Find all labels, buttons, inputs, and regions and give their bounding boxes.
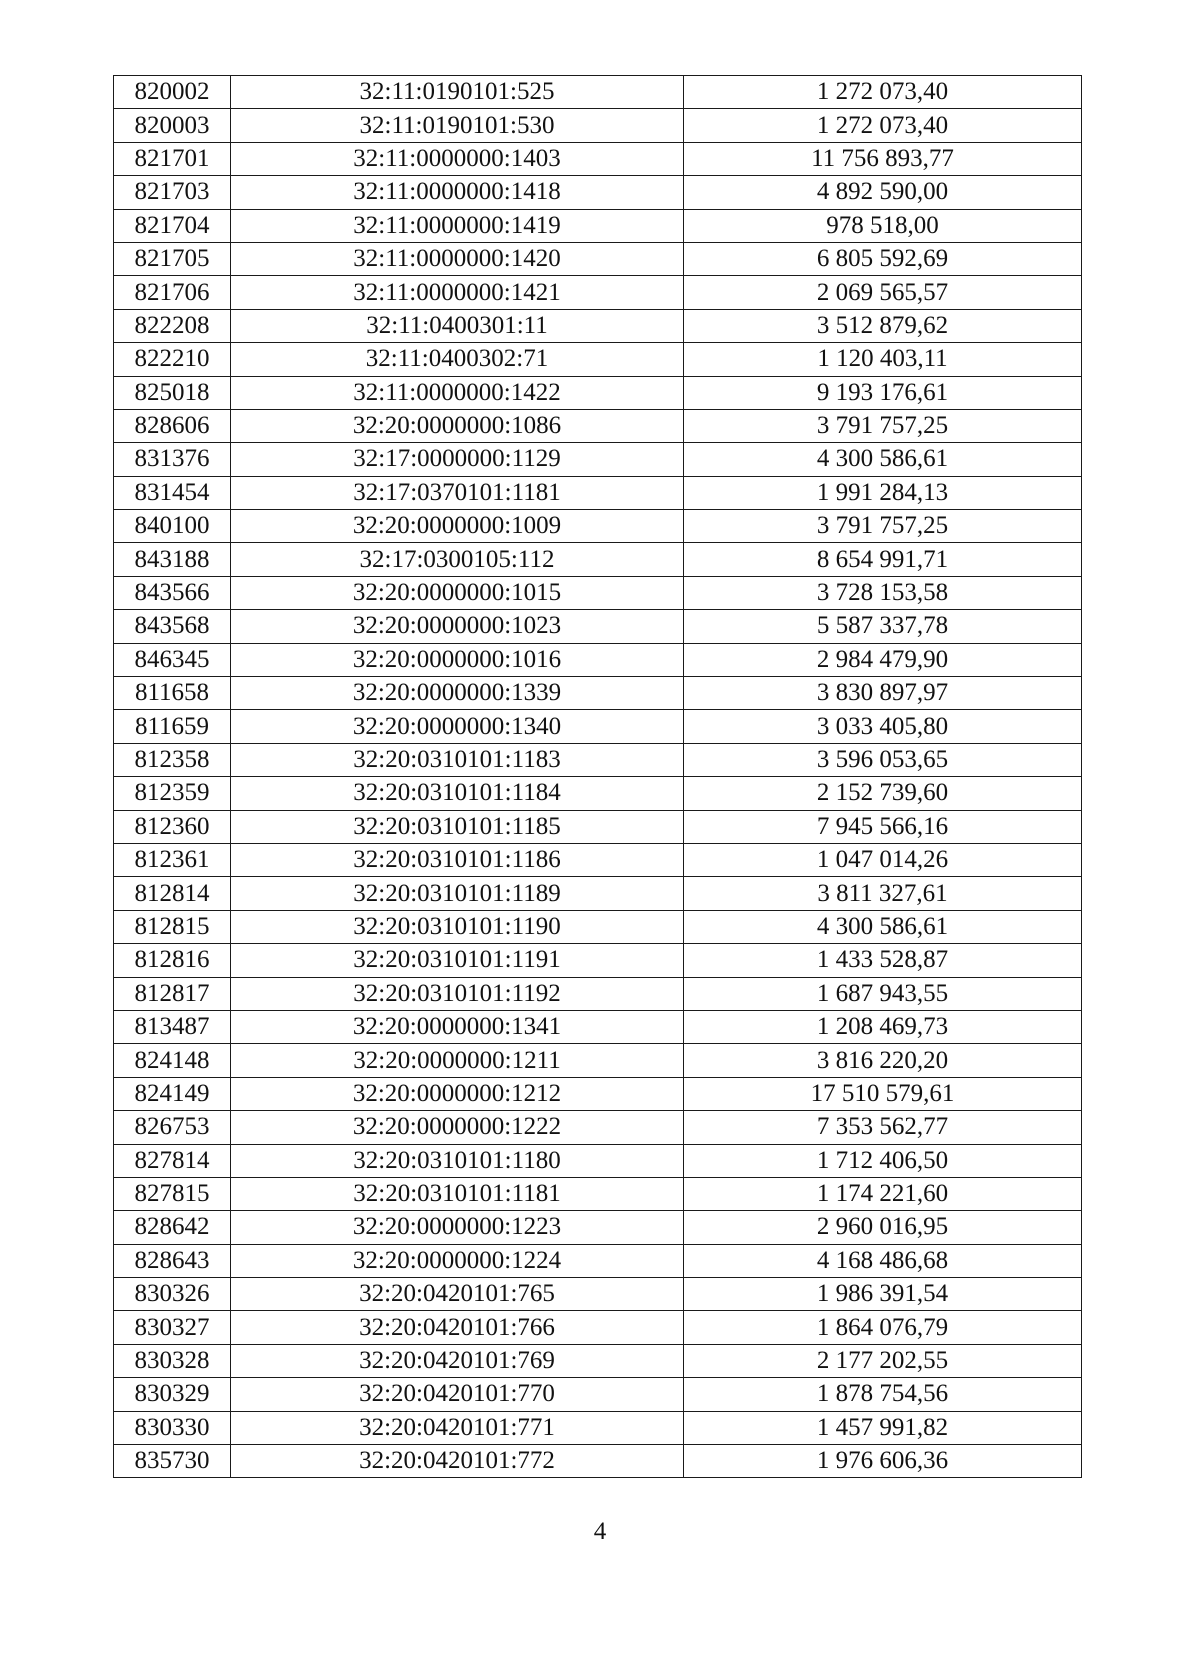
cadastral-number-cell: 32:20:0310101:1186 [231,843,684,876]
cadastral-number-cell: 32:11:0000000:1403 [231,142,684,175]
cadastral-value-cell: 11 756 893,77 [684,142,1082,175]
object-id-cell: 824148 [114,1044,231,1077]
table-row [114,944,1082,977]
table-row [114,643,1082,676]
cadastral-value-cell: 2 984 479,90 [684,643,1082,676]
object-id-cell: 821706 [114,276,231,309]
object-id-cell: 831454 [114,476,231,509]
cadastral-number-cell: 32:20:0310101:1183 [231,743,684,776]
object-id-cell: 821703 [114,176,231,209]
cadastral-value-cell: 6 805 592,69 [684,242,1082,275]
table-row [114,1177,1082,1210]
cadastral-number-cell: 32:20:0420101:766 [231,1311,684,1344]
cadastral-value-cell: 1 712 406,50 [684,1144,1082,1177]
cadastral-number-cell: 32:20:0000000:1224 [231,1244,684,1277]
cadastral-value-cell: 1 864 076,79 [684,1311,1082,1344]
cadastral-value-cell: 3 033 405,80 [684,710,1082,743]
object-id-cell: 820003 [114,109,231,142]
table-row [114,242,1082,275]
table-row [114,1044,1082,1077]
cadastral-value-cell: 3 512 879,62 [684,309,1082,342]
cadastral-number-cell: 32:11:0400301:11 [231,309,684,342]
object-id-cell: 812816 [114,944,231,977]
table-row [114,1344,1082,1377]
table-row [114,443,1082,476]
cadastral-value-cell: 1 433 528,87 [684,944,1082,977]
page-number: 4 [593,1518,607,1545]
object-id-cell: 835730 [114,1445,231,1478]
cadastral-value-cell: 4 892 590,00 [684,176,1082,209]
cadastral-number-cell: 32:20:0000000:1016 [231,643,684,676]
cadastral-number-cell: 32:11:0000000:1422 [231,376,684,409]
cadastral-value-cell: 7 945 566,16 [684,810,1082,843]
object-id-cell: 826753 [114,1111,231,1144]
object-id-cell: 830329 [114,1378,231,1411]
object-id-cell: 824149 [114,1077,231,1110]
cadastral-number-cell: 32:17:0300105:112 [231,543,684,576]
cadastral-value-cell: 8 654 991,71 [684,543,1082,576]
object-id-cell: 821701 [114,142,231,175]
table-row [114,977,1082,1010]
table-row [114,910,1082,943]
table-row [114,209,1082,242]
object-id-cell: 846345 [114,643,231,676]
cadastral-value-cell: 2 152 739,60 [684,777,1082,810]
object-id-cell: 812360 [114,810,231,843]
cadastral-value-cell: 4 300 586,61 [684,910,1082,943]
table-row [114,1411,1082,1444]
object-id-cell: 843188 [114,543,231,576]
table-row [114,409,1082,442]
cadastral-number-cell: 32:20:0420101:772 [231,1445,684,1478]
cadastral-value-cell: 1 174 221,60 [684,1177,1082,1210]
object-id-cell: 821705 [114,242,231,275]
cadastral-value-cell: 4 300 586,61 [684,443,1082,476]
cadastral-number-cell: 32:20:0310101:1192 [231,977,684,1010]
table-row [114,677,1082,710]
cadastral-value-cell: 3 830 897,97 [684,677,1082,710]
cadastral-number-cell: 32:20:0000000:1339 [231,677,684,710]
table-row [114,309,1082,342]
object-id-cell: 825018 [114,376,231,409]
object-id-cell: 812817 [114,977,231,1010]
object-id-cell: 830327 [114,1311,231,1344]
cadastral-value-table [113,75,1082,1478]
table-row [114,843,1082,876]
cadastral-number-cell: 32:20:0310101:1189 [231,877,684,910]
cadastral-value-cell: 3 728 153,58 [684,576,1082,609]
table-row [114,109,1082,142]
cadastral-number-cell: 32:20:0310101:1184 [231,777,684,810]
table-row [114,1111,1082,1144]
table-row [114,543,1082,576]
cadastral-value-cell: 2 960 016,95 [684,1211,1082,1244]
cadastral-value-cell: 3 811 327,61 [684,877,1082,910]
table-row [114,1278,1082,1311]
cadastral-number-cell: 32:20:0000000:1009 [231,510,684,543]
object-id-cell: 828606 [114,409,231,442]
cadastral-value-cell: 3 791 757,25 [684,510,1082,543]
object-id-cell: 822210 [114,343,231,376]
cadastral-value-cell: 9 193 176,61 [684,376,1082,409]
cadastral-number-cell: 32:11:0400302:71 [231,343,684,376]
cadastral-number-cell: 32:17:0370101:1181 [231,476,684,509]
object-id-cell: 827815 [114,1177,231,1210]
cadastral-value-cell: 1 878 754,56 [684,1378,1082,1411]
object-id-cell: 830328 [114,1344,231,1377]
table-row [114,376,1082,409]
object-id-cell: 812814 [114,877,231,910]
table-row [114,576,1082,609]
cadastral-number-cell: 32:20:0420101:765 [231,1278,684,1311]
table-row [114,142,1082,175]
cadastral-value-cell: 3 791 757,25 [684,409,1082,442]
cadastral-value-cell: 17 510 579,61 [684,1077,1082,1110]
object-id-cell: 812815 [114,910,231,943]
table-row [114,877,1082,910]
cadastral-number-cell: 32:20:0000000:1212 [231,1077,684,1110]
cadastral-value-cell: 7 353 562,77 [684,1111,1082,1144]
cadastral-number-cell: 32:20:0000000:1340 [231,710,684,743]
object-id-cell: 813487 [114,1010,231,1043]
cadastral-value-cell: 1 687 943,55 [684,977,1082,1010]
cadastral-number-cell: 32:11:0000000:1418 [231,176,684,209]
cadastral-number-cell: 32:17:0000000:1129 [231,443,684,476]
cadastral-number-cell: 32:20:0310101:1185 [231,810,684,843]
cadastral-number-cell: 32:20:0000000:1211 [231,1044,684,1077]
object-id-cell: 828643 [114,1244,231,1277]
cadastral-number-cell: 32:11:0000000:1419 [231,209,684,242]
cadastral-number-cell: 32:20:0310101:1181 [231,1177,684,1210]
cadastral-number-cell: 32:20:0420101:770 [231,1378,684,1411]
object-id-cell: 822208 [114,309,231,342]
cadastral-value-cell: 1 991 284,13 [684,476,1082,509]
cadastral-value-cell: 4 168 486,68 [684,1244,1082,1277]
cadastral-value-cell: 1 457 991,82 [684,1411,1082,1444]
table-row [114,343,1082,376]
cadastral-value-cell: 1 986 391,54 [684,1278,1082,1311]
table-row [114,777,1082,810]
cadastral-number-cell: 32:20:0000000:1222 [231,1111,684,1144]
table-row [114,176,1082,209]
object-id-cell: 812359 [114,777,231,810]
cadastral-number-cell: 32:20:0000000:1015 [231,576,684,609]
table-row [114,1445,1082,1478]
object-id-cell: 831376 [114,443,231,476]
table-row [114,710,1082,743]
cadastral-number-cell: 32:20:0000000:1223 [231,1211,684,1244]
object-id-cell: 827814 [114,1144,231,1177]
object-id-cell: 811658 [114,677,231,710]
cadastral-value-cell: 2 177 202,55 [684,1344,1082,1377]
object-id-cell: 828642 [114,1211,231,1244]
table-row [114,1077,1082,1110]
cadastral-number-cell: 32:11:0000000:1421 [231,276,684,309]
object-id-cell: 820002 [114,76,231,109]
table-row [114,276,1082,309]
table-row [114,510,1082,543]
table-row [114,1211,1082,1244]
cadastral-number-cell: 32:20:0000000:1341 [231,1010,684,1043]
cadastral-value-cell: 1 272 073,40 [684,76,1082,109]
table-row [114,1378,1082,1411]
table-row [114,1244,1082,1277]
cadastral-number-cell: 32:20:0310101:1180 [231,1144,684,1177]
cadastral-value-cell: 1 208 469,73 [684,1010,1082,1043]
table-body [114,76,1082,1478]
cadastral-number-cell: 32:11:0190101:530 [231,109,684,142]
table-row [114,476,1082,509]
cadastral-value-cell: 2 069 565,57 [684,276,1082,309]
cadastral-number-cell: 32:11:0000000:1420 [231,242,684,275]
object-id-cell: 840100 [114,510,231,543]
table-row [114,610,1082,643]
cadastral-value-cell: 1 120 403,11 [684,343,1082,376]
cadastral-number-cell: 32:11:0190101:525 [231,76,684,109]
object-id-cell: 830330 [114,1411,231,1444]
table-row [114,76,1082,109]
table-row [114,1010,1082,1043]
cadastral-value-cell: 5 587 337,78 [684,610,1082,643]
cadastral-value-cell: 3 596 053,65 [684,743,1082,776]
object-id-cell: 843568 [114,610,231,643]
table-row [114,1144,1082,1177]
cadastral-value-cell: 3 816 220,20 [684,1044,1082,1077]
cadastral-number-cell: 32:20:0000000:1023 [231,610,684,643]
object-id-cell: 812358 [114,743,231,776]
object-id-cell: 811659 [114,710,231,743]
cadastral-value-cell: 1 976 606,36 [684,1445,1082,1478]
cadastral-number-cell: 32:20:0000000:1086 [231,409,684,442]
cadastral-value-cell: 1 272 073,40 [684,109,1082,142]
object-id-cell: 812361 [114,843,231,876]
table-row [114,743,1082,776]
object-id-cell: 821704 [114,209,231,242]
cadastral-value-cell: 978 518,00 [684,209,1082,242]
cadastral-number-cell: 32:20:0310101:1190 [231,910,684,943]
cadastral-number-cell: 32:20:0420101:771 [231,1411,684,1444]
table-row [114,810,1082,843]
object-id-cell: 843566 [114,576,231,609]
object-id-cell: 830326 [114,1278,231,1311]
cadastral-number-cell: 32:20:0420101:769 [231,1344,684,1377]
cadastral-number-cell: 32:20:0310101:1191 [231,944,684,977]
table-row [114,1311,1082,1344]
cadastral-value-cell: 1 047 014,26 [684,843,1082,876]
